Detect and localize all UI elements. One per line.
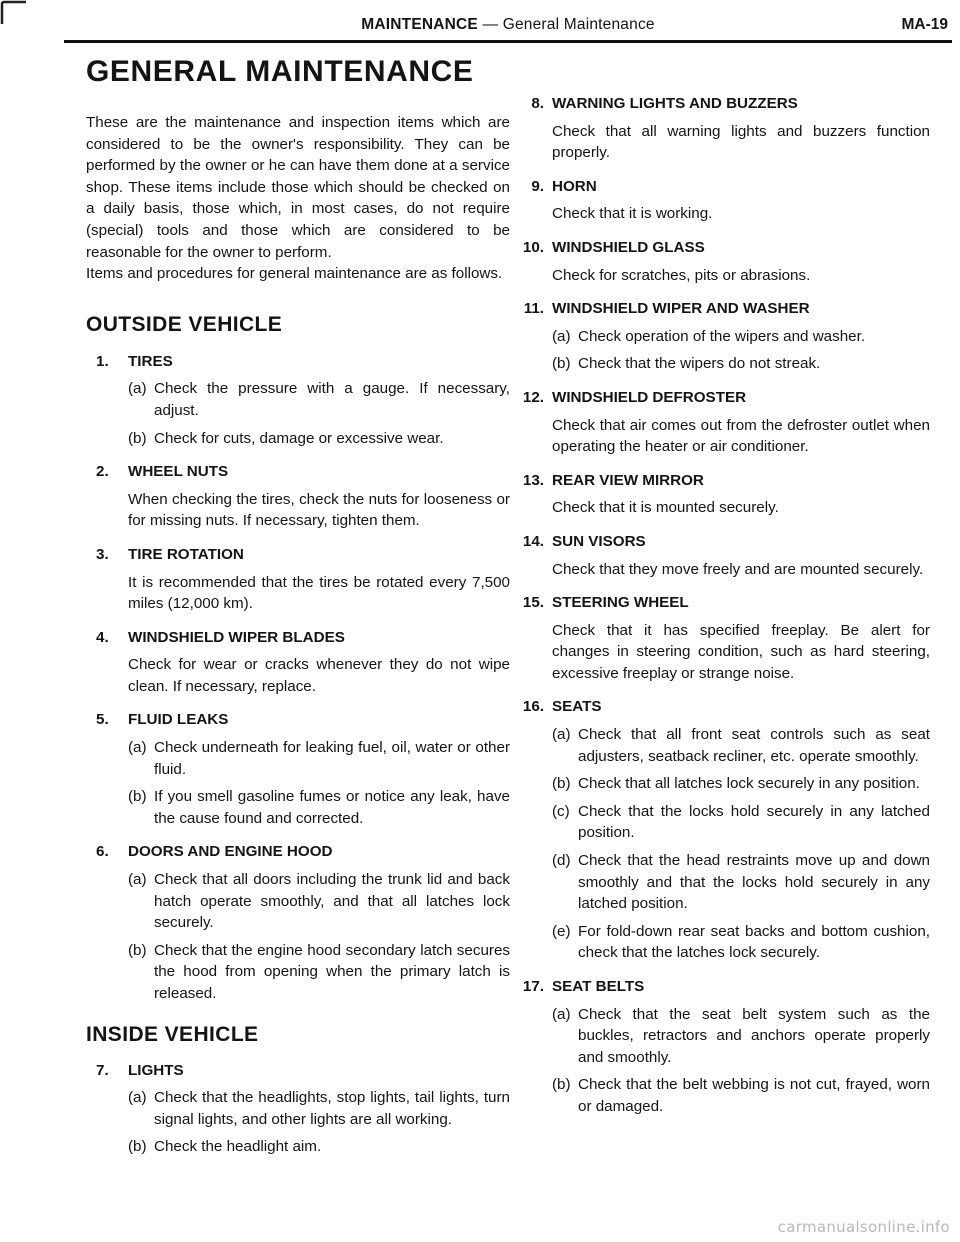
sub-item-text: Check that all doors including the trunk lid and back hatch operate smoothly, and that all latches lock securely. [154,871,510,932]
sub-item-label: (a) [128,1089,147,1107]
item-title: WINDSHIELD WIPER BLADES [128,628,345,646]
sub-item-text: Check the headlight aim. [154,1138,322,1156]
item-number: 1. [96,352,109,370]
sub-item-text: Check that all front seat controls such as seat adjusters, seatback recliner, etc. operate smoothly. [578,726,930,765]
item-title: WINDSHIELD GLASS [552,238,705,256]
item-body: Check that air comes out from the defroster outlet when operating the heater or air conditioner. [552,416,930,456]
sub-item-label: (b) [128,788,147,806]
list-item [510,93,930,164]
header-section: MAINTENANCE [361,16,478,33]
list-item [86,461,510,532]
item-body: Check for scratches, pits or abrasions. [552,266,811,284]
sub-item-label: (e) [552,922,571,940]
sub-item-label: (a) [128,380,147,398]
item-body: Check that it is mounted securely. [552,499,779,517]
item-number: 3. [96,545,109,563]
item-number: 17. [522,978,544,995]
item-body: Check for wear or cracks whenever they do not wipe clean. If necessary, replace. [128,656,510,695]
list-item [510,176,930,225]
sub-item-label: (b) [552,355,571,373]
item-body: When checking the tires, check the nuts for looseness or for missing nuts. If necessary, tighten them. [128,490,510,530]
sub-item [552,353,930,375]
item-number: 6. [96,843,109,861]
list-item [86,544,510,615]
sub-item [128,428,510,450]
sub-item [128,940,510,1005]
sub-item-text: Check the pressure with a gauge. If necessary, adjust. [154,380,510,419]
sub-item-text: Check that all latches lock securely in any position. [578,775,920,793]
item-body: Check that it is working. [552,205,713,223]
sub-item-text: Check that the head restraints move up and down smoothly and that the locks hold securely in any latched position. [578,852,930,913]
item-title: STEERING WHEEL [552,594,689,612]
item-title: WINDSHIELD WIPER AND WASHER [552,300,810,318]
item-number: 2. [96,463,109,481]
list-item [510,592,930,684]
sub-item-label: (c) [552,802,570,820]
item-body: It is recommended that the tires be rotated every 7,500 miles (12,000 km). [128,573,510,613]
list-item [510,696,930,964]
sub-item [552,326,930,348]
item-title: SEATS [552,698,602,716]
item-number: 5. [96,711,109,729]
item-title: HORN [552,177,597,195]
item-number: 4. [96,628,109,646]
item-title: WHEEL NUTS [128,463,229,481]
item-title: TIRE ROTATION [128,545,244,563]
sub-item [552,921,930,964]
list-item [510,298,930,375]
item-number: 13. [522,471,544,489]
sub-item-text: Check that the engine hood secondary latch secures the hood from opening when the primary latch is released. [154,941,510,1002]
item-number: 12. [522,388,544,406]
sub-item-label: (a) [552,327,571,345]
item-title: FLUID LEAKS [128,711,229,729]
item-number: 15. [522,594,544,612]
sub-item-label: (b) [552,1076,571,1094]
intro-paragraph-2: Items and procedures for general maintenance are as follows. [86,265,503,283]
left-column [86,55,510,1170]
sub-item-text: Check for cuts, damage or excessive wear. [154,429,444,447]
sub-item-label: (b) [128,941,147,959]
sub-item-text: Check underneath for leaking fuel, oil, water or other fluid. [154,739,510,778]
sub-item-text: Check that the seat belt system such as the buckles, retractors and anchors operate properly and smoothly. [578,1005,930,1066]
item-number: 8. [531,95,544,112]
sub-item [128,786,510,829]
sub-item-text: If you smell gasoline fumes or notice any leak, have the cause found and corrected. [154,788,510,827]
sub-item-label: (a) [128,871,147,889]
sub-item [552,773,930,795]
list-item [510,470,930,519]
item-title: DOORS AND ENGINE HOOD [128,843,333,861]
item-number: 11. [523,300,544,318]
sub-item [552,801,930,844]
sub-item [552,850,930,915]
item-number: 14. [522,532,544,550]
item-title: WARNING LIGHTS AND BUZZERS [552,95,798,112]
page-number: MA-19 [901,16,948,33]
header-title [64,16,952,34]
page-corner-mark [0,0,28,24]
list-item [86,841,510,1004]
page-title: GENERAL MAINTENANCE [86,55,474,88]
intro-paragraph: These are the maintenance and inspection items which are considered to be the owner's responsibility. They can be performed by the owner or he can have them done at a service shop. These items include those which should be checked on a daily basis, those which, in most cases, do not require (special) tools and those which are considered to be reasonable for the owner to perform. [86,114,510,261]
sub-item-label: (b) [128,429,147,447]
sub-item [552,1074,930,1117]
item-number: 7. [96,1061,109,1079]
watermark-link[interactable]: carmanualsonline.info [777,1218,950,1236]
sub-item-label: (b) [552,775,571,793]
item-title: REAR VIEW MIRROR [552,471,704,489]
sub-item-label: (a) [128,739,147,757]
sub-item [128,1087,510,1130]
sub-item [552,724,930,767]
item-body: Check that they move freely and are mounted securely. [552,560,924,578]
sub-item [128,378,510,421]
list-item [510,976,930,1118]
sub-item-text: Check that the headlights, stop lights, tail lights, turn signal lights, and other lights are all working. [154,1089,510,1128]
item-number: 9. [531,177,544,195]
sub-item-label: (d) [552,852,571,870]
item-title: SEAT BELTS [552,978,645,995]
sub-item [128,1136,510,1158]
sub-item [128,869,510,934]
sub-item-label: (a) [552,726,571,744]
sub-item-text: Check that the locks hold securely in any latched position. [578,802,930,842]
list-item [86,709,510,829]
list-item [86,351,510,449]
page-header [64,14,952,43]
sub-item-text: Check that the belt webbing is not cut, frayed, worn or damaged. [578,1076,930,1115]
list-item [510,237,930,286]
item-title: WINDSHIELD DEFROSTER [552,388,747,406]
sub-item-label: (b) [128,1138,147,1156]
item-number: 16. [522,698,544,716]
item-title: SUN VISORS [552,532,646,550]
sub-item [552,1004,930,1069]
list-item [86,1060,510,1158]
item-body: Check that all warning lights and buzzers function properly. [552,122,930,162]
right-column [510,55,930,1130]
sub-item [128,737,510,780]
header-dash: — [482,16,499,33]
sub-item-text: For fold-down rear seat backs and bottom cushion, check that the latches lock securely. [578,922,930,962]
item-body: Check that it has specified freeplay. Be alert for changes in steering condition, such as hard steering, excessive freeplay or strange noise. [552,621,930,682]
item-title: TIRES [128,352,173,370]
list-item [510,387,930,458]
item-title: LIGHTS [128,1061,184,1079]
item-number: 10. [522,238,544,256]
sub-item-text: Check operation of the wipers and washer. [578,327,866,345]
sub-item-text: Check that the wipers do not streak. [578,355,821,373]
list-item [510,531,930,580]
sub-item-label: (a) [552,1005,571,1023]
list-item [86,627,510,698]
header-subsection: General Maintenance [502,16,655,33]
section-heading-inside: INSIDE VEHICLE [86,1022,259,1046]
section-heading-outside: OUTSIDE VEHICLE [86,312,283,336]
